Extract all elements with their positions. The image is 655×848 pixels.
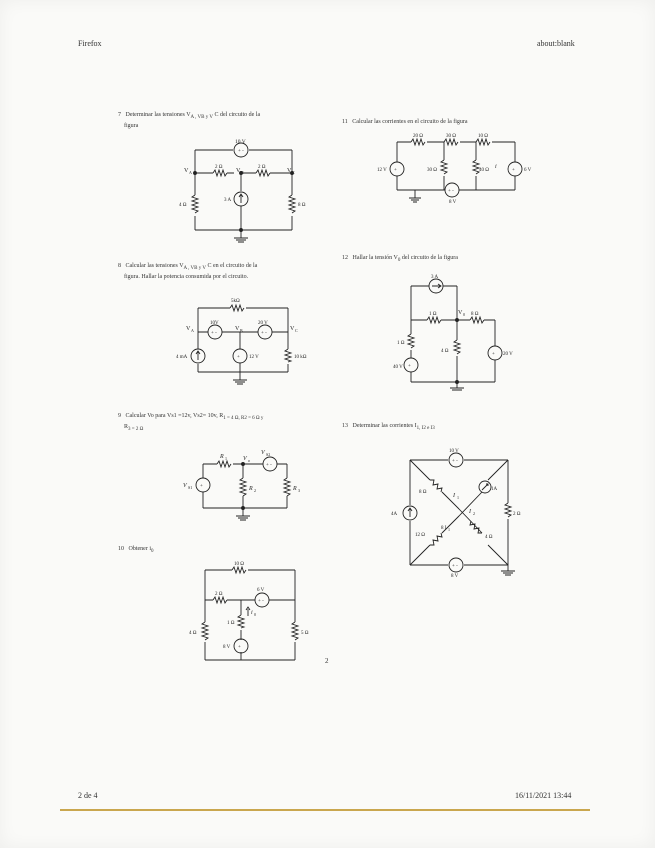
question-text: C en el circuito de la xyxy=(207,263,258,269)
label: I xyxy=(469,509,471,515)
label: 40 V xyxy=(393,365,403,370)
label: V xyxy=(235,326,240,332)
question-text: Determinar las tensiones V xyxy=(125,112,191,118)
label: 0 xyxy=(254,612,256,617)
question-11 xyxy=(342,118,468,126)
label: 2 xyxy=(473,511,475,516)
label: V xyxy=(287,168,292,174)
label: 20 Ω xyxy=(413,134,423,139)
svg-text:+: + xyxy=(408,364,411,369)
question-sub: 1 = 4 Ω, R xyxy=(223,416,245,422)
label: 1 xyxy=(225,456,227,461)
question-number: 7 xyxy=(118,112,121,118)
circuit-12 xyxy=(395,272,525,392)
question-number: 12 xyxy=(342,255,348,261)
question-text: Calcular las tensiones V xyxy=(125,263,184,269)
label: 12 V xyxy=(249,355,259,360)
svg-text:+: + xyxy=(238,645,241,650)
label: 1 xyxy=(448,527,450,532)
label: 10 V xyxy=(449,449,459,454)
label: 8 V xyxy=(449,200,457,205)
label: V xyxy=(458,310,463,316)
circuit-11 xyxy=(375,130,535,210)
label: 20 V xyxy=(258,321,268,326)
svg-text:+: + xyxy=(492,352,495,357)
label: 4 Ω xyxy=(179,203,187,208)
label: 30 Ω xyxy=(427,168,437,173)
label: 4 Ω xyxy=(485,535,493,540)
question-7 xyxy=(118,111,260,130)
question-13 xyxy=(342,422,435,433)
label: 2 Ω xyxy=(215,165,223,170)
label: 2 Ω xyxy=(513,512,521,517)
question-sub: 1, I xyxy=(416,426,424,432)
svg-text:+ -: + - xyxy=(238,149,244,154)
header-url: about:blank xyxy=(537,39,575,48)
label: B xyxy=(241,170,244,175)
question-sub: B y V xyxy=(194,266,207,272)
label: 4 Ω xyxy=(189,631,197,636)
label: S1 xyxy=(188,485,193,490)
label: 4 Ω xyxy=(441,349,449,354)
label: 8 I xyxy=(441,526,447,531)
label: 5kΩ xyxy=(231,299,240,304)
question-number: 10 xyxy=(118,546,124,552)
svg-text:+ -: + - xyxy=(452,564,458,569)
question-sub: A , V xyxy=(190,115,202,121)
label: V xyxy=(186,326,191,332)
header-app-name: Firefox xyxy=(78,39,102,48)
label: 6 V xyxy=(524,168,532,173)
question-text: Calcular las corrientes en el circuito de la figura xyxy=(352,119,468,125)
question-text: del circuito de la figura xyxy=(400,255,458,261)
label: i xyxy=(251,610,253,616)
label: 10 kΩ xyxy=(294,355,307,360)
question-text: Hallar la tensión V xyxy=(352,255,398,261)
label: 12 Ω xyxy=(415,533,425,538)
svg-text:+ -: + - xyxy=(258,599,264,604)
label: C xyxy=(292,170,295,175)
svg-text:+ -: + - xyxy=(452,459,458,464)
question-sub: B y V xyxy=(201,115,214,121)
label: 3 A xyxy=(431,275,439,280)
bottom-rule xyxy=(60,809,590,811)
footer-datetime: 16/11/2021 13:44 xyxy=(515,791,572,800)
question-sub: 3 = 2 Ω xyxy=(128,427,144,433)
label: 2 xyxy=(254,488,256,493)
label: 3 A xyxy=(224,198,232,203)
question-text: C del circuito de la xyxy=(214,112,261,118)
question-text: Calcular Vo para Vs1 =12v, Vs2= 10v, R xyxy=(125,413,224,419)
label: S2 xyxy=(266,452,271,457)
label: R xyxy=(293,486,297,492)
footer-page-count: 2 de 4 xyxy=(78,791,98,800)
label: A xyxy=(189,170,192,175)
label: i xyxy=(495,164,497,170)
label: V xyxy=(236,168,241,174)
question-number: 9 xyxy=(118,413,121,419)
label: V xyxy=(261,450,265,456)
question-8 xyxy=(118,262,257,281)
label: 1 Ω xyxy=(397,341,405,346)
label: 1 xyxy=(457,495,459,500)
label: 10V xyxy=(210,321,219,326)
label: 5 Ω xyxy=(301,631,309,636)
label: 30 Ω xyxy=(446,134,456,139)
question-text: R xyxy=(124,424,129,431)
label: R xyxy=(220,454,224,460)
question-text: figura. Hallar la potencia consumida por el circuito. xyxy=(124,274,249,281)
label: 4 mA xyxy=(176,355,188,360)
label: 1 Ω xyxy=(227,621,235,626)
label: A xyxy=(191,328,194,333)
label: C xyxy=(295,328,298,333)
label: 8 V xyxy=(451,574,459,579)
question-text: figura xyxy=(124,123,139,130)
svg-text:+: + xyxy=(200,484,203,489)
label: 1 Ω xyxy=(429,312,437,317)
question-sub: 0 xyxy=(151,549,154,555)
label: V xyxy=(183,483,187,489)
question-10 xyxy=(118,545,154,556)
label: 4A xyxy=(391,512,398,517)
page-number: 2 xyxy=(325,657,329,665)
question-12 xyxy=(342,254,458,265)
svg-text:+ -: + - xyxy=(266,463,272,468)
label: V xyxy=(290,326,295,332)
circuit-8 xyxy=(170,292,320,392)
svg-text:+: + xyxy=(237,355,240,360)
circuit-9 xyxy=(185,448,305,528)
question-sub: 3 xyxy=(432,426,435,432)
svg-text:+ -: + - xyxy=(448,189,454,194)
label: I xyxy=(453,493,455,499)
label: 40 Ω xyxy=(479,168,489,173)
svg-text:+ -: + - xyxy=(211,331,217,336)
svg-text:+ -: + - xyxy=(261,331,267,336)
label: 8 Ω xyxy=(471,312,479,317)
question-number: 8 xyxy=(118,263,121,269)
question-9 xyxy=(118,412,263,434)
circuit-13 xyxy=(385,445,535,585)
question-number: 13 xyxy=(342,423,348,429)
label: V xyxy=(243,456,247,462)
question-number: 11 xyxy=(342,119,348,125)
question-text: Determinar las corrientes I xyxy=(352,423,417,429)
label: 2 Ω xyxy=(258,165,266,170)
question-sub: A , V xyxy=(183,266,195,272)
label: 3 xyxy=(298,488,300,493)
label: 20 V xyxy=(503,352,513,357)
label: 10 Ω xyxy=(234,562,244,567)
label: 10 V xyxy=(235,139,246,145)
label: o xyxy=(248,458,250,463)
label: 6 V xyxy=(257,588,265,593)
label: R xyxy=(249,486,253,492)
svg-text:+: + xyxy=(394,168,397,173)
circuit-7 xyxy=(170,138,320,248)
question-sub: 2 = 6 Ω y xyxy=(244,416,264,422)
label: 12 V xyxy=(377,168,387,173)
label: 0 xyxy=(463,312,465,317)
label: V xyxy=(184,168,189,174)
question-sub: 0 xyxy=(397,258,401,264)
label: B xyxy=(240,328,243,333)
svg-text:+: + xyxy=(512,168,515,173)
question-text: Obtener i xyxy=(128,546,151,552)
circuit-10 xyxy=(185,560,315,670)
label: 10 Ω xyxy=(478,134,488,139)
label: 8 Ω xyxy=(298,203,306,208)
label: 8 V xyxy=(223,645,231,650)
label: 8 Ω xyxy=(419,490,427,495)
question-sub: 2 e I xyxy=(423,426,433,432)
label: 1A xyxy=(491,487,498,492)
label: 2 Ω xyxy=(215,592,223,597)
